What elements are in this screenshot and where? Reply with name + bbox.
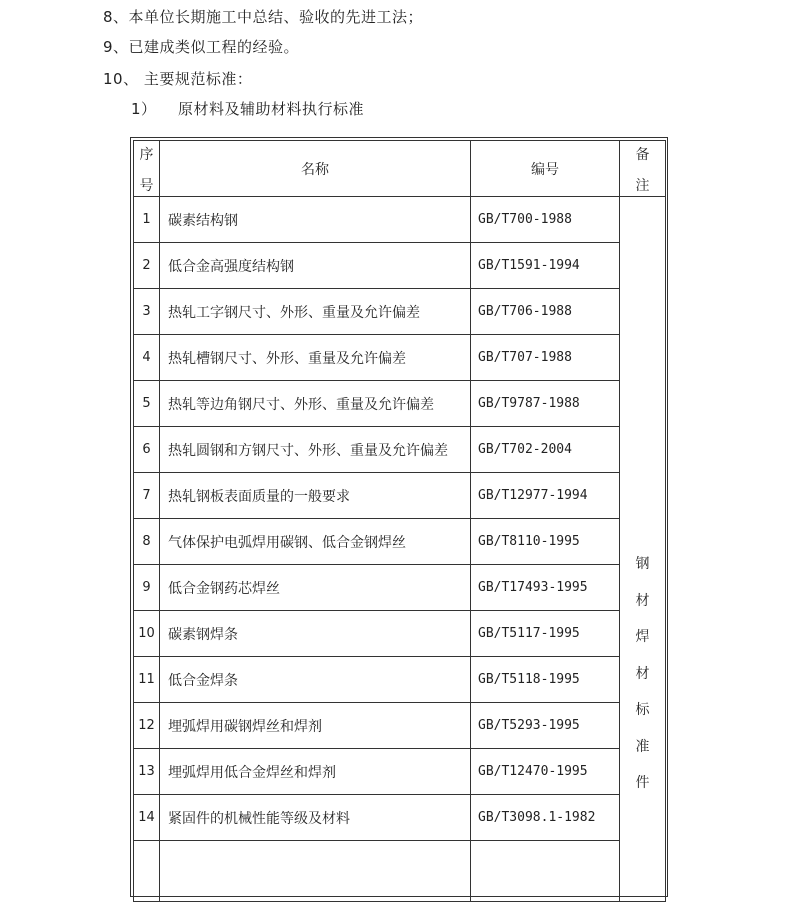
row-code: GB/T700-1988	[471, 197, 620, 243]
note-char: 标	[635, 702, 650, 719]
row-code: GB/T706-1988	[471, 289, 620, 335]
row-name: 热轧圆钢和方钢尺寸、外形、重量及允许偏差	[160, 427, 471, 473]
row-code: GB/T5293-1995	[471, 703, 620, 749]
note-cell	[620, 197, 666, 902]
row-seq: 8	[134, 519, 160, 565]
table-header-row	[134, 141, 666, 197]
blank-cell	[134, 841, 160, 902]
row-seq: 2	[134, 243, 160, 289]
note-char: 焊	[635, 629, 650, 646]
note-char: 件	[635, 775, 650, 792]
row-seq: 7	[134, 473, 160, 519]
header-seq	[134, 141, 160, 197]
header-seq-top: 序	[139, 147, 154, 163]
row-name: 热轧工字钢尺寸、外形、重量及允许偏差	[160, 289, 471, 335]
row-code: GB/T5117-1995	[471, 611, 620, 657]
note-char: 材	[635, 592, 650, 609]
row-code: GB/T702-2004	[471, 427, 620, 473]
table-row	[134, 473, 666, 519]
header-seq-bottom: 号	[139, 178, 154, 194]
paragraph-item-10: 10、 主要规范标准：	[103, 70, 253, 88]
table-row	[134, 795, 666, 841]
table-row	[134, 381, 666, 427]
row-code: GB/T12470-1995	[471, 749, 620, 795]
row-seq: 6	[134, 427, 160, 473]
header-note-bottom: 注	[635, 178, 650, 194]
row-seq: 14	[134, 795, 160, 841]
row-seq: 10	[134, 611, 160, 657]
blank-cell	[471, 841, 620, 902]
table-row	[134, 565, 666, 611]
row-code: GB/T5118-1995	[471, 657, 620, 703]
row-code: GB/T3098.1-1982	[471, 795, 620, 841]
header-note-top: 备	[635, 147, 650, 163]
row-name: 气体保护电弧焊用碳钢、低合金钢焊丝	[160, 519, 471, 565]
row-name: 碳素钢焊条	[160, 611, 471, 657]
row-seq: 9	[134, 565, 160, 611]
paragraph-item-8: 8、本单位长期施工中总结、验收的先进工法；	[103, 8, 424, 26]
row-code: GB/T1591-1994	[471, 243, 620, 289]
standards-table	[133, 140, 666, 902]
row-seq: 13	[134, 749, 160, 795]
row-name: 紧固件的机械性能等级及材料	[160, 795, 471, 841]
row-seq: 11	[134, 657, 160, 703]
note-char: 准	[635, 738, 650, 755]
row-name: 低合金高强度结构钢	[160, 243, 471, 289]
subheading-number: 1）	[131, 100, 157, 118]
table-row	[134, 611, 666, 657]
table-row	[134, 657, 666, 703]
table-row	[134, 289, 666, 335]
row-name: 埋弧焊用碳钢焊丝和焊剂	[160, 703, 471, 749]
row-name: 低合金焊条	[160, 657, 471, 703]
row-code: GB/T17493-1995	[471, 565, 620, 611]
row-name: 热轧等边角钢尺寸、外形、重量及允许偏差	[160, 381, 471, 427]
row-seq: 5	[134, 381, 160, 427]
row-code: GB/T12977-1994	[471, 473, 620, 519]
table-row	[134, 427, 666, 473]
table-row	[134, 197, 666, 243]
subheading	[131, 98, 364, 119]
note-char: 钢	[635, 556, 650, 573]
row-name: 低合金钢药芯焊丝	[160, 565, 471, 611]
table-row-blank	[134, 841, 666, 902]
row-name: 热轧钢板表面质量的一般要求	[160, 473, 471, 519]
subheading-text: 原材料及辅助材料执行标准	[178, 100, 365, 118]
header-note	[620, 141, 666, 197]
row-seq: 4	[134, 335, 160, 381]
header-name: 名称	[160, 141, 471, 197]
header-code: 编号	[471, 141, 620, 197]
table-row	[134, 519, 666, 565]
table-row	[134, 749, 666, 795]
row-code: GB/T9787-1988	[471, 381, 620, 427]
note-char: 材	[635, 665, 650, 682]
row-seq: 3	[134, 289, 160, 335]
blank-cell	[160, 841, 471, 902]
row-name: 碳素结构钢	[160, 197, 471, 243]
row-name: 热轧槽钢尺寸、外形、重量及允许偏差	[160, 335, 471, 381]
row-code: GB/T707-1988	[471, 335, 620, 381]
row-code: GB/T8110-1995	[471, 519, 620, 565]
row-seq: 12	[134, 703, 160, 749]
table-row	[134, 703, 666, 749]
row-seq: 1	[134, 197, 160, 243]
table-row	[134, 335, 666, 381]
paragraph-item-9: 9、已建成类似工程的经验。	[103, 38, 300, 56]
row-name: 埋弧焊用低合金焊丝和焊剂	[160, 749, 471, 795]
table-row	[134, 243, 666, 289]
